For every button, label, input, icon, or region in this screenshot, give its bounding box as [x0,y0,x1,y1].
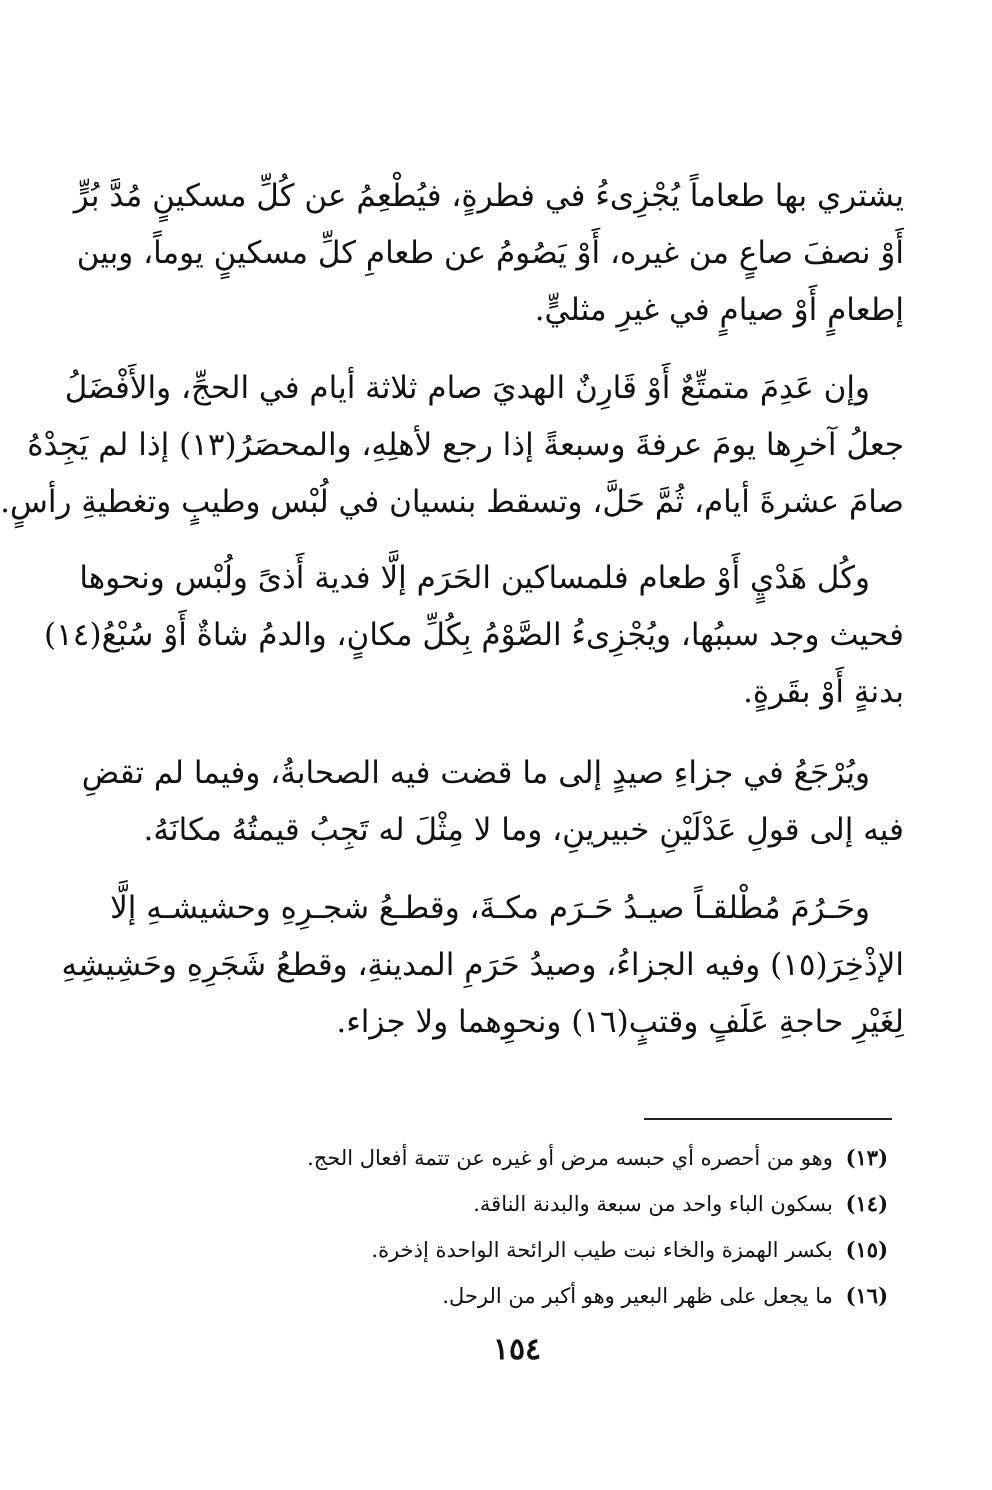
footnotes [148,1135,888,1319]
text-line: ويُرْجَعُ في جزاءِ صيدٍ إلى ما قضت فيه الصحابةُ، وفيما لم تقضِ [81,755,870,791]
footnote [148,1227,888,1273]
footnote-text: بكسر الهمزة والخاء نبت طيب الرائحة الواحدة إذخرة. [371,1238,833,1262]
footnote-number: (١٤) [845,1191,888,1216]
paragraph [81,745,904,859]
text-line: الإذْخِرَ(١٥) وفيه الجزاءُ، وصيدُ حَرَمِ المدينةِ، وقطعُ شَجَرِهِ وحَشِيشِهِ [61,947,904,983]
text-line: إطعامٍ أَوْ صيامٍ في غيرِ مثليٍّ. [534,292,904,328]
text-line: جعلُ آخرِها يومَ عرفةَ وسبعةً إذا رجع لأهلِهِ، والمحصَرُ(١٣) إذا لم يَجِدْهُ [27,427,904,463]
text-line: وكُل هَدْيٍ أَوْ طعام فلمساكين الحَرَم إلَّا فدية أَذىً ولُبْس ونحوها [79,560,870,596]
footnote [148,1181,888,1227]
text-line: بدنةٍ أَوْ بقَرةٍ. [743,674,904,710]
text-line: يشتري بها طعاماً يُجْزِىءُ في فطرةٍ، فيُطْعِمُ عن كُلِّ مسكينٍ مُدَّ بُرٍّ [73,178,904,214]
footnote [148,1135,888,1181]
footnote-text: ما يجعل على ظهر البعير وهو أكبر من الرحل. [442,1284,833,1308]
footnote-text: بسكون الباء واحد من سبعة والبدنة الناقة. [473,1192,833,1216]
text-line: وحَـرُمَ مُطْلقـاً صيـدُ حَـرَم مكـةَ، وقطـعُ شجـرِهِ وحشيشـهِ إلَّا [110,890,870,926]
text-line: أَوْ نصفَ صاعٍ من غيره، أَوْ يَصُومُ عن طعامِ كلِّ مسكينٍ يوماً، وبين [76,235,904,271]
text-line: صامَ عشرةَ أيام، ثُمَّ حَلَّ، وتسقط بنسيان في لُبْس وطيبٍ وتغطيةِ رأسٍ. [0,484,904,520]
footnote-number: (١٣) [845,1145,888,1170]
text-line: لِغَيْرِ حاجةِ عَلَفٍ وقتبٍ(١٦) ونحوِهما ولا جزاء. [336,1004,904,1040]
paragraph [61,880,904,1051]
text-line: وإن عَدِمَ متمتِّعٌ أَوْ قَارِنٌ الهديَ صام ثلاثة أيام في الحجِّ، والأَفْضَلُ [64,370,870,406]
footnote-text: وهو من أحصره أي حبسه مرض أو غيره عن تتمة أفعال الحج. [307,1146,833,1170]
footnote-number: (١٦) [845,1283,888,1308]
page-number: ١٥٤ [492,1332,542,1367]
footnote-number: (١٥) [845,1237,888,1262]
text-line: فحيث وجد سببُها، ويُجْزِىءُ الصَّوْمُ بِكُلِّ مكانٍ، والدمُ شاةٌ أَوْ سُبْعُ(١٤) [44,617,904,653]
paragraph [73,168,904,339]
footnote-divider [644,1118,892,1120]
text-line: فيه إلى قولِ عَدْلَيْنِ خبيرينِ، وما لا مِثْلَ له تَجِبُ قيمتُهُ مكانَهُ. [143,812,904,848]
paragraph [0,360,904,531]
footnote [148,1273,888,1319]
paragraph [44,550,904,721]
